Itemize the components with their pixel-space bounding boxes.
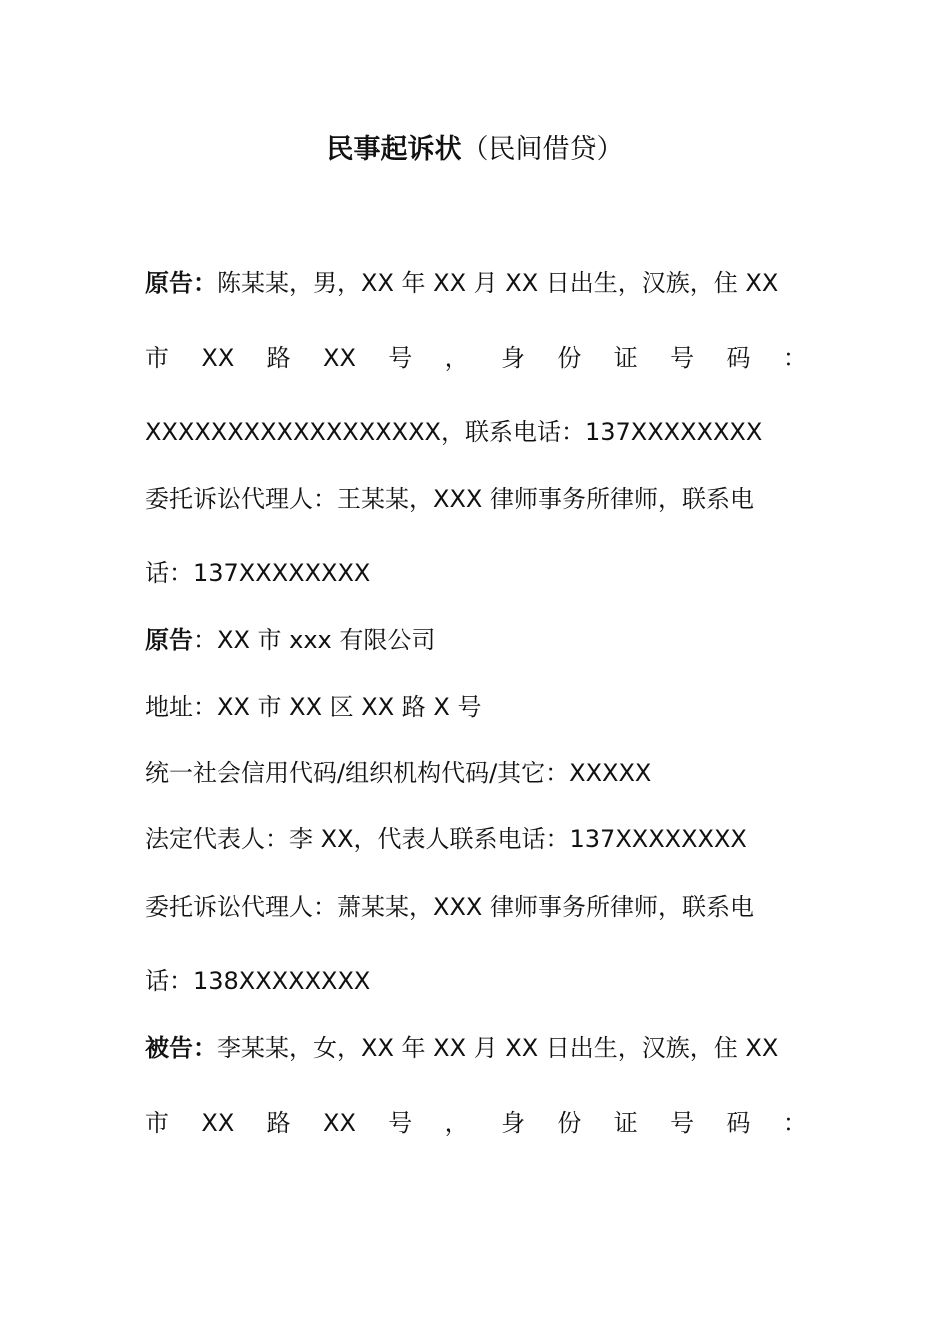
credit-code-line: 统一社会信用代码/组织机构代码/其它：XXXXX [145,759,652,787]
defendant-line2 [145,1106,807,1140]
legal-representative-line: 法定代表人：李 XX，代表人联系电话：137XXXXXXXX [145,825,747,853]
plaintiff1-label: 原告： [145,269,217,297]
plaintiff1-line3: XXXXXXXXXXXXXXXXXX，联系电话：137XXXXXXXX [145,418,763,446]
defendant-line2-token: XX [323,1109,356,1137]
plaintiff1-line2-token: 号 [388,344,413,372]
defendant-line2-token: 身 [501,1109,526,1137]
plaintiff1-line2-token: XX [323,344,356,372]
plaintiff1-line1 [145,266,807,300]
defendant-info: 李某某，女，XX 年 XX 月 XX 日出生，汉族，住 XX [217,1034,779,1062]
plaintiff1-line2-token: ： [782,344,807,372]
plaintiff1-info: 陈某某，男，XX 年 XX 月 XX 日出生，汉族，住 XX [217,269,779,297]
title-subtitle: （民间借贷） [461,134,624,165]
defendant-line2-token: 路 [266,1109,291,1137]
defendant-line2-token: 份 [557,1109,582,1137]
defendant-line1 [145,1031,807,1065]
plaintiff1-line2-token: 市 [145,344,169,372]
defendant-line2-token: ： [782,1109,807,1137]
plaintiff1-line2-token: ， [444,344,469,372]
defendant-line2-token: 市 [145,1109,169,1137]
defendant-line2-token: 证 [613,1109,638,1137]
plaintiff1-line2-token: XX [201,344,235,372]
plaintiff1-line2-token: 证 [613,344,638,372]
agent1-line1: 委托诉讼代理人：王某某，XXX 律师事务所律师，联系电 [145,485,754,513]
plaintiff1-line2-token: 身 [501,344,526,372]
defendant-line2-token: XX [201,1109,235,1137]
plaintiff1-line2 [145,341,807,375]
plaintiff1-line2-token: 路 [266,344,291,372]
agent2-line2: 话：138XXXXXXXX [145,967,371,995]
address-line: 地址：XX 市 XX 区 XX 路 X 号 [145,693,482,721]
agent1-line2: 话：137XXXXXXXX [145,559,371,587]
plaintiff2-label: 原告 [145,626,193,654]
defendant-line2-token: ， [444,1109,469,1137]
plaintiff1-line2-token: 份 [557,344,582,372]
plaintiff2-info: ：XX 市 xxx 有限公司 [193,626,436,654]
plaintiff2-line [145,623,807,657]
agent2-line1: 委托诉讼代理人：萧某某，XXX 律师事务所律师，联系电 [145,893,754,921]
plaintiff1-line2-token: 号 [670,344,695,372]
defendant-line2-token: 号 [670,1109,695,1137]
defendant-label: 被告： [145,1034,217,1062]
document-title [0,130,950,170]
defendant-line2-token: 号 [388,1109,413,1137]
defendant-line2-token: 码 [726,1109,751,1137]
plaintiff1-line2-token: 码 [726,344,751,372]
title-main: 民事起诉状 [326,134,462,165]
